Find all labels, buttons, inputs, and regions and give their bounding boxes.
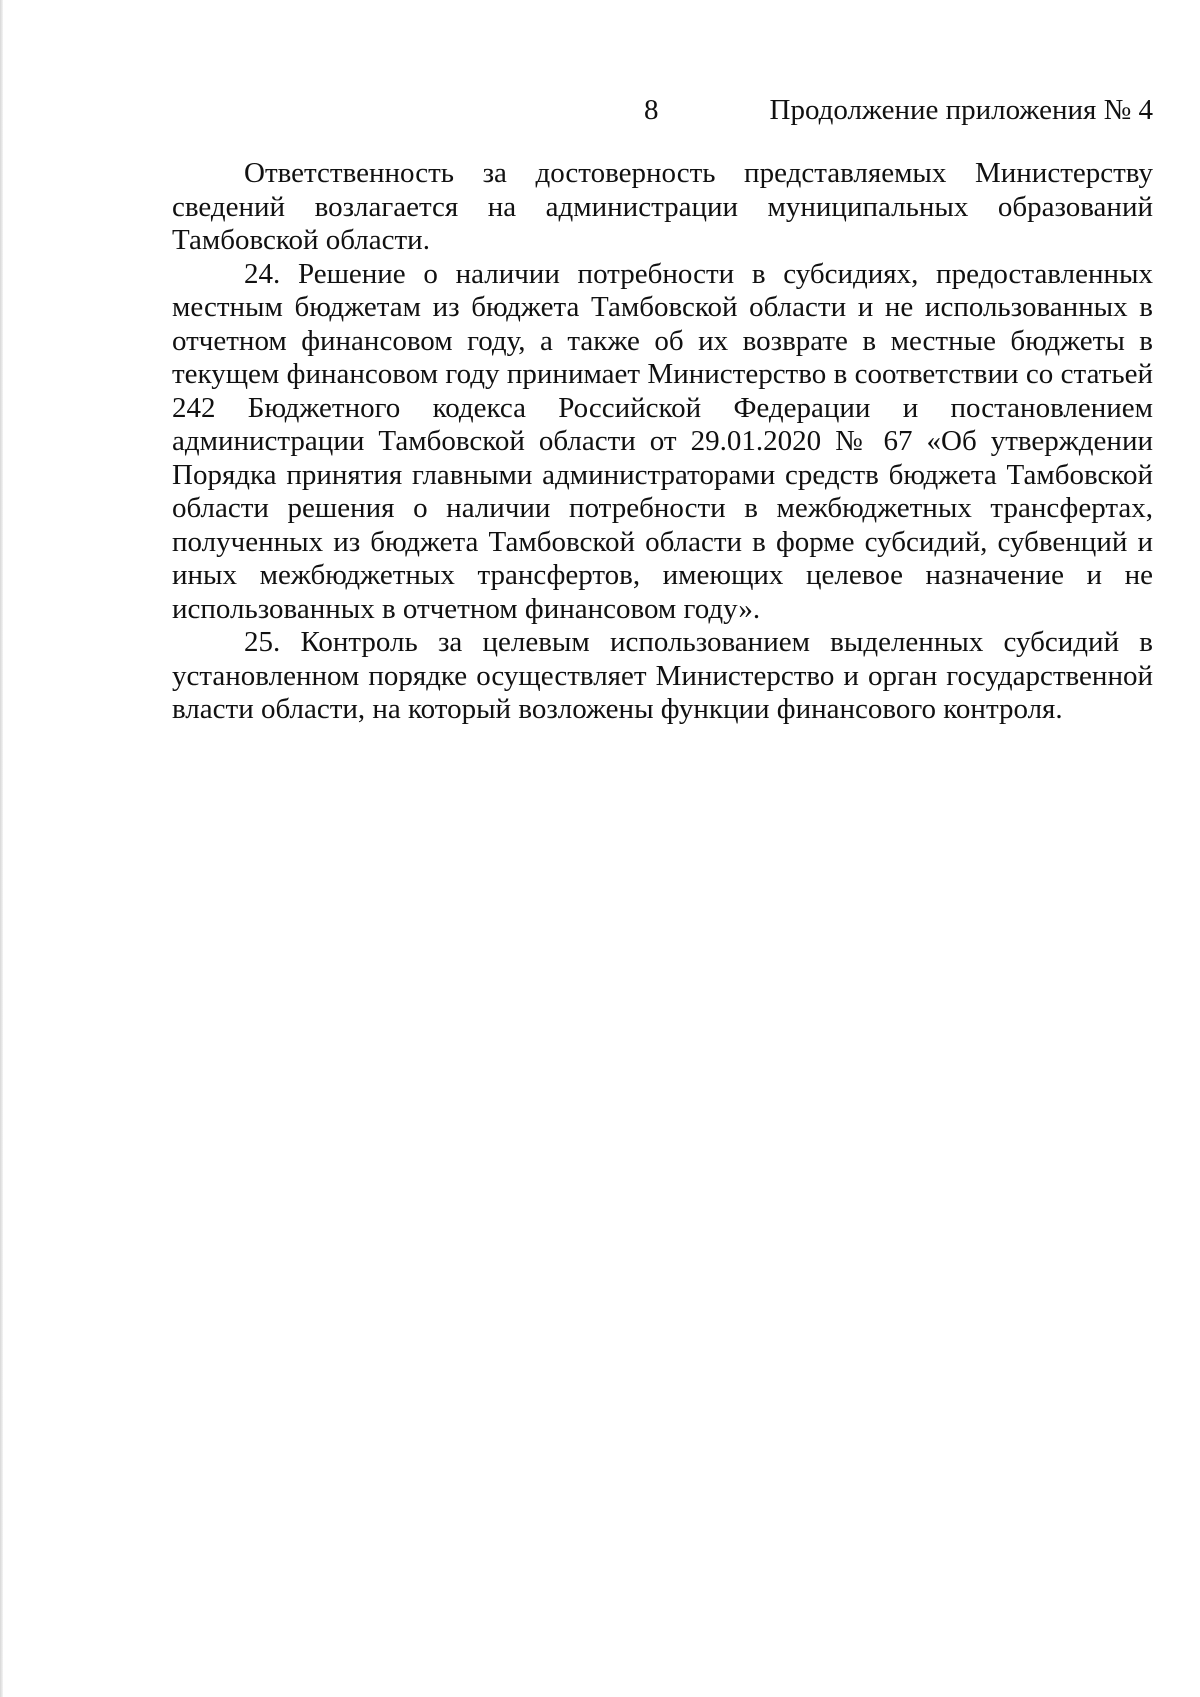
paragraph-responsibility: Ответственность за достоверность представляемых Министерству сведений возлагается на администрации муниципальных образований Тамбовской области. [172,157,1153,256]
continuation-label: Продолжение приложения № 4 [769,94,1153,126]
page-number: 8 [644,94,659,126]
paragraph-25: 25. Контроль за целевым использованием выделенных субсидий в установленном порядке осуществляет Министерство и орган государственной власти области, на который возложены функции финансового контроля. [172,626,1153,725]
scan-edge [0,0,3,1697]
document-body [172,157,1153,727]
paragraph-24: 24. Решение о наличии потребности в субсидиях, предоставленных местным бюджетам из бюджета Тамбовской области и не использованных в отчетном финансовом году, а также об их возврате в местные бюджеты в текущем финансовом году принимает Министерство в соответствии со статьей 242 Бюджетного кодекса Российской Федерации и постановлением администрации Тамбовской области от 29.01.2020 № 67 «Об утверждении Порядка принятия главными администраторами средств бюджета Тамбовской области решения о наличии потребности в межбюджетных трансфертах, полученных из бюджета Тамбовской области в форме субсидий, субвенций и иных межбюджетных трансфертов, имеющих целевое назначение и не использованных в отчетном финансовом году». [172,257,1153,625]
